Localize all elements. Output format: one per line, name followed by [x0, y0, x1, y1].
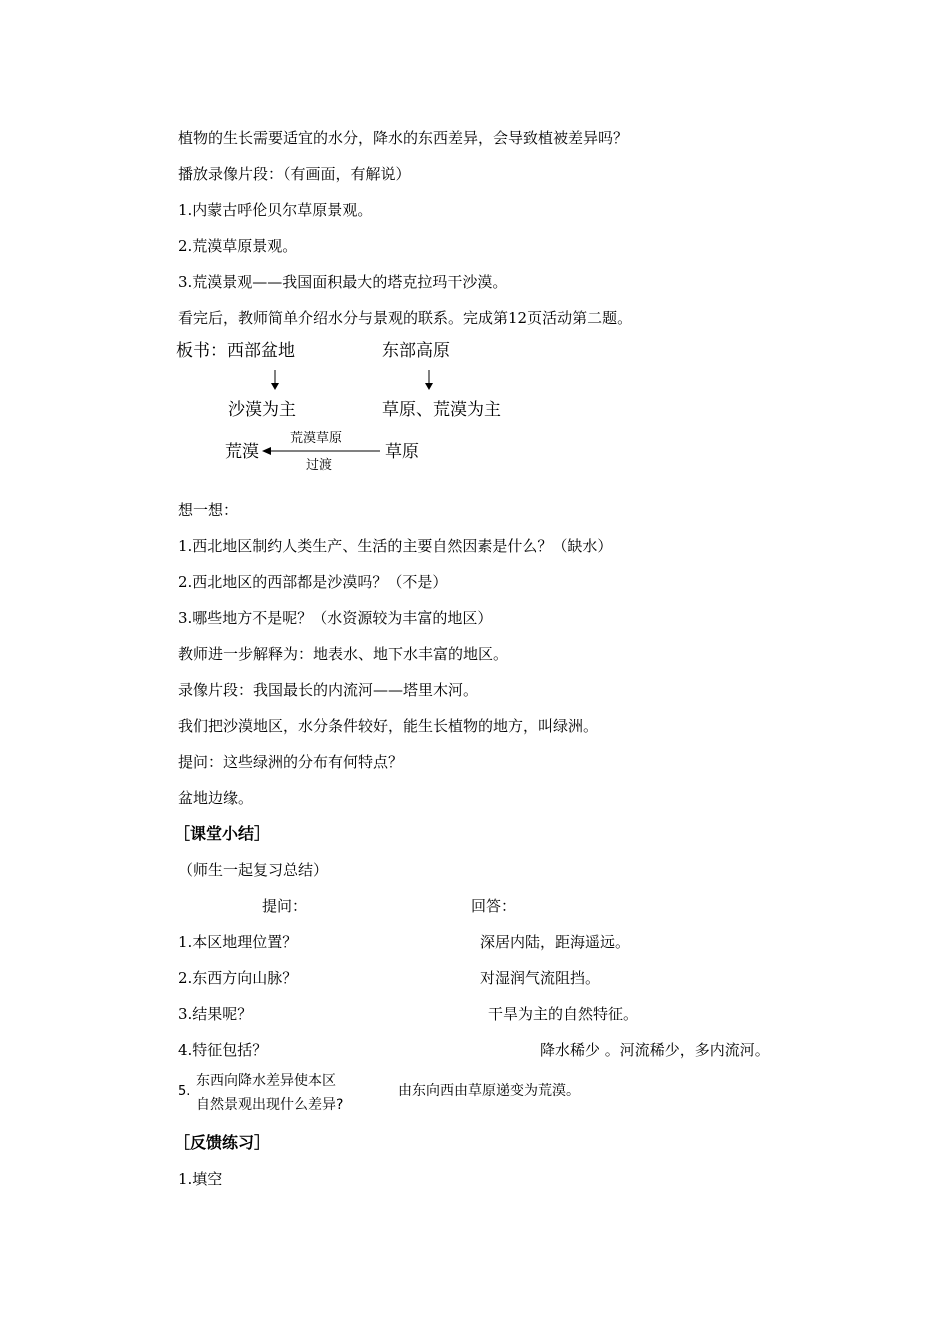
- ask-label: 提问：: [262, 897, 308, 915]
- list-item: 2.西北地区的西部都是沙漠吗？（不是）: [178, 573, 448, 591]
- q5-line2: 自然景观出现什么差异?: [196, 1097, 344, 1113]
- list-item: 1.填空: [178, 1170, 223, 1188]
- board-label-east: 东部高原: [382, 341, 450, 361]
- list-item: 1.西北地区制约人类生产、生活的主要自然因素是什么？（缺水）: [178, 537, 613, 555]
- summary-answer: 干旱为主的自然特征。: [488, 1005, 639, 1023]
- summary-question: 3.结果呢？: [178, 1005, 253, 1023]
- answer-label: 回答：: [471, 897, 517, 915]
- board-right-end: 草原: [385, 442, 419, 462]
- paragraph: 我们把沙漠地区，水分条件较好，能生长植物的地方，叫绿洲。: [178, 717, 599, 735]
- board-label-west: 板书：西部盆地: [176, 341, 295, 361]
- paragraph: 盆地边缘。: [178, 789, 254, 807]
- q5-line1: 东西向降水差异使本区: [196, 1073, 336, 1089]
- summary-note: （师生一起复习总结）: [178, 861, 329, 879]
- board-left-end: 荒漠: [225, 442, 259, 462]
- paragraph: 看完后，教师简单介绍水分与景观的联系。完成第12页活动第二题。: [178, 309, 633, 327]
- paragraph: 录像片段：我国最长的内流河——塔里木河。: [178, 681, 479, 699]
- summary-question: 2.东西方向山脉？: [178, 969, 298, 987]
- summary-answer: 深居内陆，距海遥远。: [480, 933, 631, 951]
- list-item: 2.荒漠草原景观。: [178, 237, 298, 255]
- summary-question: 4.特征包括？: [178, 1041, 268, 1059]
- summary-answer: 降水稀少 。河流稀少，多内流河。: [540, 1041, 770, 1059]
- board-east-result: 草原、荒漠为主: [382, 400, 501, 420]
- summary-heading: ［课堂小结］: [174, 824, 271, 843]
- q5-number: 5.: [178, 1084, 191, 1099]
- paragraph: 提问：这些绿洲的分布有何特点？: [178, 753, 404, 771]
- arrowhead-east: [425, 383, 433, 390]
- list-item: 1.内蒙古呼伦贝尔草原景观。: [178, 201, 373, 219]
- section-title: 想一想：: [178, 501, 239, 519]
- paragraph: 植物的生长需要适宜的水分，降水的东西差异，会导致植被差异吗？: [178, 129, 629, 147]
- board-arrow-top-label: 荒漠草原: [290, 431, 343, 446]
- list-item: 3.荒漠景观——我国面积最大的塔克拉玛干沙漠。: [178, 273, 508, 291]
- board-arrow-bottom-label: 过渡: [306, 458, 333, 473]
- board-arrows: [0, 0, 950, 500]
- feedback-heading: ［反馈练习］: [174, 1133, 271, 1152]
- paragraph: 播放录像片段：（有画面，有解说）: [178, 165, 411, 183]
- paragraph: 教师进一步解释为：地表水、地下水丰富的地区。: [178, 645, 509, 663]
- q5-answer: 由东向西由草原递变为荒漠。: [398, 1083, 580, 1099]
- list-item: 3.哪些地方不是呢？（水资源较为丰富的地区）: [178, 609, 493, 627]
- arrowhead-west: [271, 383, 279, 390]
- summary-answer: 对湿润气流阻挡。: [480, 969, 601, 987]
- board-west-result: 沙漠为主: [228, 400, 296, 420]
- summary-question: 1.本区地理位置？: [178, 933, 298, 951]
- arrowhead-left: [262, 447, 271, 455]
